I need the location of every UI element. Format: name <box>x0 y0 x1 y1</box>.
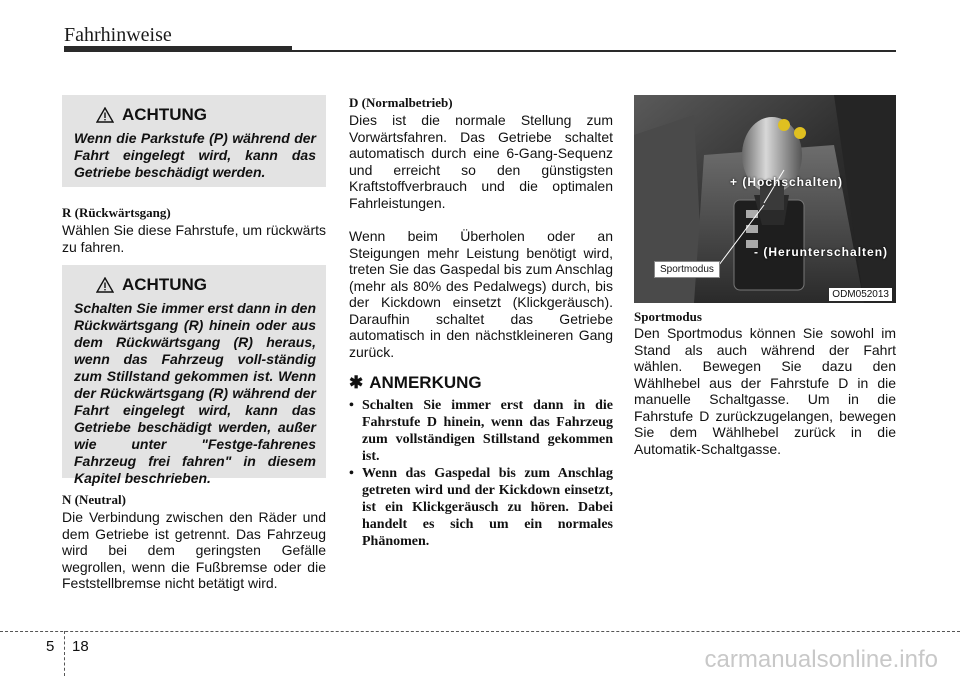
header-bar <box>64 46 292 52</box>
drive-text-1: Dies ist die normale Stellung zum Vorwärtsfahren. Das Getriebe schaltet automatisch durch eine 6-Gang-Sequenz und erreicht so den günstigsten Kraftstoffverbrauch und die optimalen Fahrleistungen. <box>349 112 613 211</box>
note-list <box>349 397 613 550</box>
reverse-title: R (Rückwärtsgang) <box>62 205 171 220</box>
sport-mode-callout: Sportmodus <box>654 261 720 278</box>
warning-box-reverse <box>62 265 326 486</box>
warning-heading: ACHTUNG <box>96 105 316 125</box>
note-item: • Wenn das Gaspedal bis zum Anschlag getreten wird und der Kickdown einsetzt, ist ein Klickgeräusch zu hören. Dabei handelt es sich um ein normales Phänomen. <box>349 466 613 549</box>
warning-text: Wenn die Parkstufe (P) während der Fahrt eingelegt wird, kann das Getriebe beschädigt werden. <box>74 130 316 180</box>
sport-text: Den Sportmodus können Sie sowohl im Stand als auch während der Fahrt wählen. Bewegen Sie dazu den Wählhebel aus der Fahrstufe D in die manuelle Schaltgasse. Um in die Fahrstufe D zurückzugelangen, bewegen Sie dem Wählhebel zurück in die Automatik-Schaltgasse. <box>634 325 896 457</box>
gear-shifter-photo <box>634 95 896 303</box>
image-code: ODM052013 <box>829 288 892 301</box>
warning-text: Schalten Sie immer erst dann in den Rückwärtsgang (R) hinein oder aus dem Rückwärtsgang (R) heraus, wenn das Fahrzeug voll-ständig zum Stillstand gekommen ist. Wenn der Rückwärtsgang (R) während der Fahrt eingelegt wird, kann das Getriebe beschädigt werden, außer wie unter "Festge-fahrenes Fahrzeug frei fahren" in diesem Kapitel beschrieben. <box>74 300 316 486</box>
note-cross-icon: ✱ <box>349 373 364 392</box>
warning-triangle-icon <box>96 107 114 123</box>
drive-text-2: Wenn beim Überholen oder an Steigungen mehr Leistung benötigt wird, treten Sie das Gaspedal bis zum Anschlag (mehr als 80% des Pedalwegs) durch, bis der Kickdown einsetzt (Klickgeräusch). Daraufhin schaltet das Getriebe automatisch in den nächstkleineren Gang zurück. <box>349 228 613 360</box>
chapter-number: 5 <box>46 638 55 655</box>
note-item: • Schalten Sie immer erst dann in die Fahrstufe D hinein, wenn das Fahrzeug zum vollständigen Stillstand gekommen ist. <box>349 398 613 464</box>
page-header-title: Fahrhinweise <box>64 24 172 46</box>
warning-box-parking <box>62 95 326 187</box>
footer-separator <box>64 631 65 676</box>
header-rule <box>292 50 896 52</box>
drive-title: D (Normalbetrieb) <box>349 95 453 110</box>
warning-heading: ACHTUNG <box>96 275 316 295</box>
warning-triangle-icon <box>96 277 114 293</box>
watermark: carmanualsonline.info <box>704 646 938 673</box>
downshift-label: - (Herunterschalten) <box>754 245 889 259</box>
upshift-label: + (Hochschalten) <box>730 175 844 189</box>
footer-rule <box>0 631 960 632</box>
note-heading: ✱ ANMERKUNG <box>349 373 482 392</box>
page-number: 18 <box>72 638 89 655</box>
neutral-text: Die Verbindung zwischen den Räder und dem Getriebe ist getrennt. Das Fahrzeug wird bei dem geringsten Gefälle wegrollen, wenn die Fußbremse oder die Feststellbremse nicht betätigt wird. <box>62 509 326 591</box>
reverse-text: Wählen Sie diese Fahrstufe, um rückwärts zu fahren. <box>62 222 326 255</box>
sport-title: Sportmodus <box>634 309 702 324</box>
neutral-title: N (Neutral) <box>62 492 126 507</box>
